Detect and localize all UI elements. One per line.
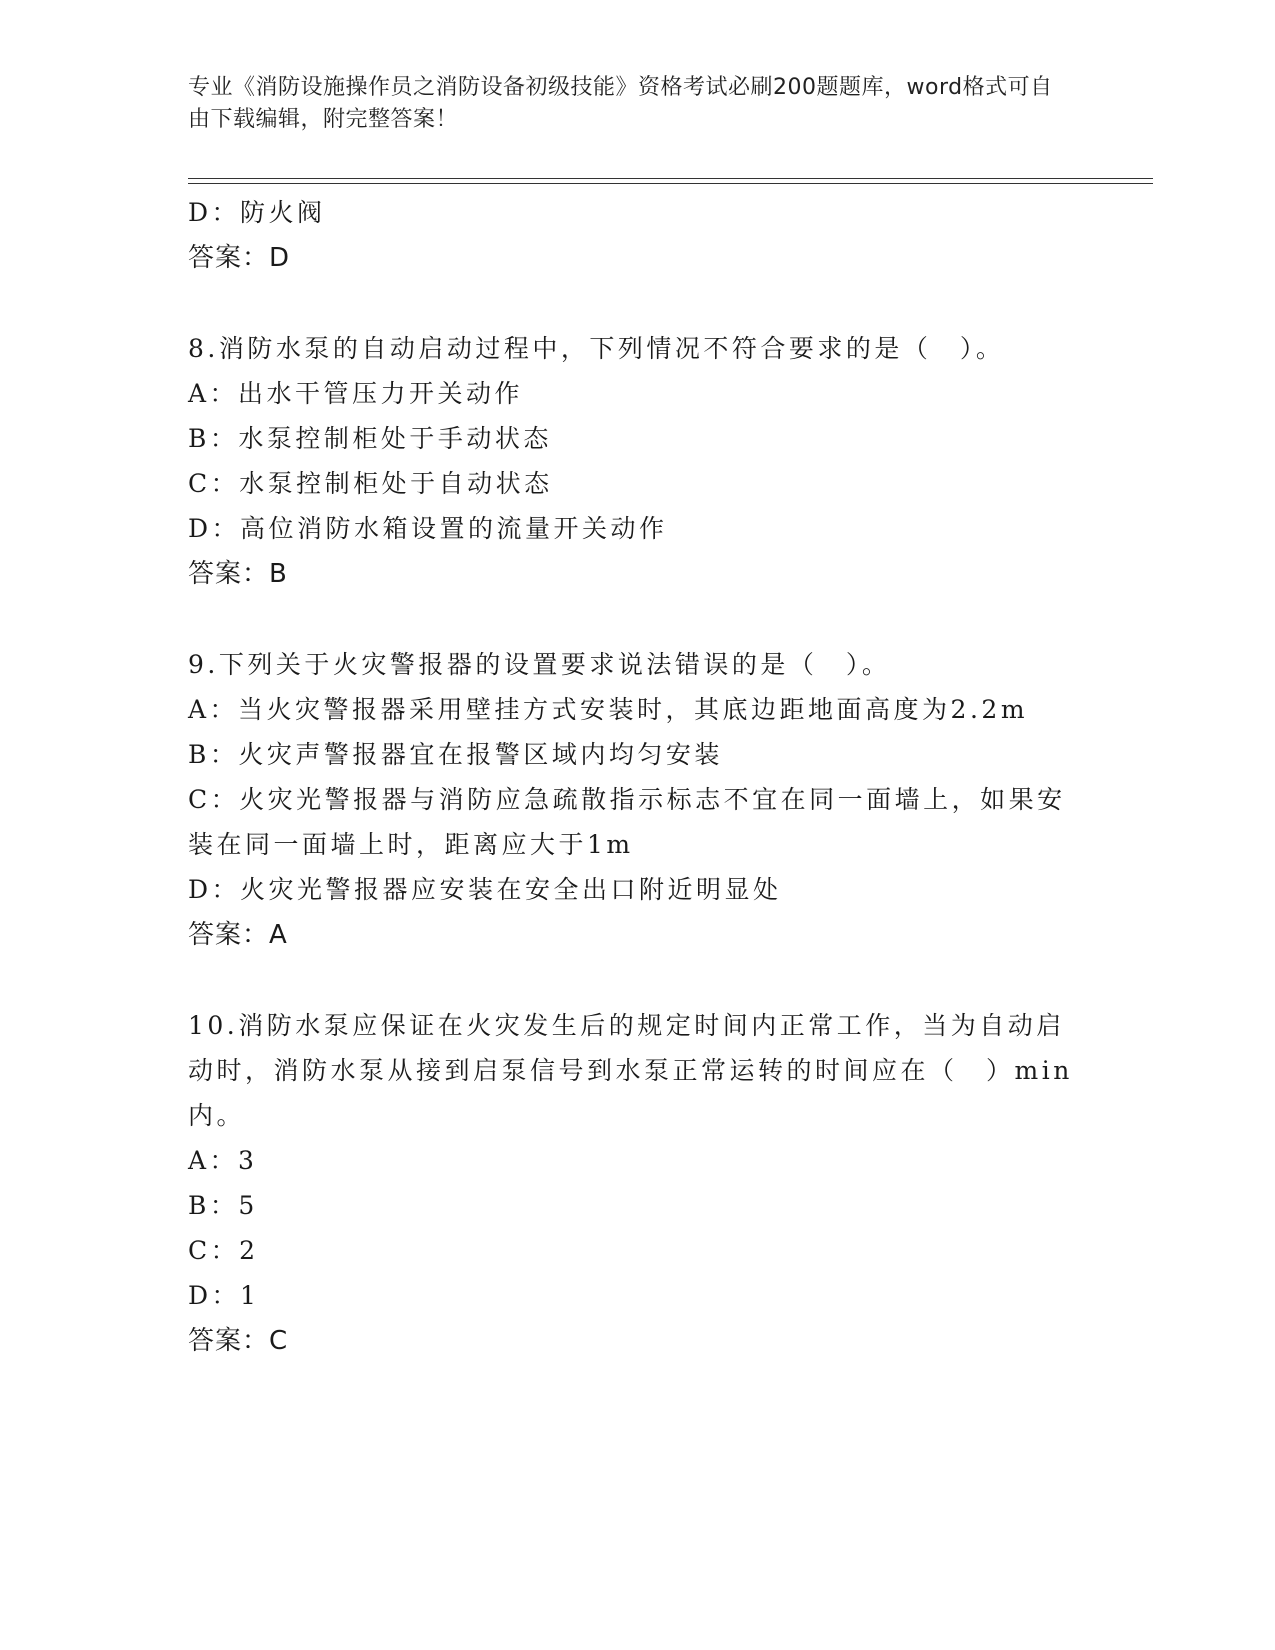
answer: 答案：B	[188, 559, 288, 589]
answer: 答案：C	[188, 1326, 289, 1356]
question-stem: 10.消防水泵应保证在火灾发生后的规定时间内正常工作，当为自动启动时，消防水泵从接到启泵信号到水泵正常运转的时间应在（ ）min内。	[188, 1011, 1073, 1130]
question-stem: 9.下列关于火灾警报器的设置要求说法错误的是（ ）。	[188, 650, 891, 679]
answer: 答案：A	[188, 920, 288, 950]
question-content	[188, 190, 1083, 1364]
option-d: D：高位消防水箱设置的流量开关动作	[188, 514, 668, 543]
option-a: A：当火灾警报器采用壁挂方式安装时，其底边距地面高度为2.2m	[188, 695, 1029, 724]
option-d: D：1	[188, 1281, 260, 1310]
option-d: D：火灾光警报器应安装在安全出口附近明显处	[188, 875, 782, 904]
option-b: B：5	[188, 1191, 258, 1220]
question-9	[188, 642, 1083, 958]
option-d: D：防火阀	[188, 198, 326, 227]
question-stem: 8.消防水泵的自动启动过程中，下列情况不符合要求的是（ ）。	[188, 334, 1005, 363]
option-b: B：火灾声警报器宜在报警区域内均匀安装	[188, 740, 723, 769]
option-c: C：2	[188, 1236, 259, 1265]
answer: 答案：D	[188, 243, 291, 273]
option-c: C：水泵控制柜处于自动状态	[188, 469, 553, 498]
question-10	[188, 1003, 1083, 1364]
option-a: A：3	[188, 1146, 258, 1175]
question-7-tail	[188, 190, 1083, 281]
header-divider-top	[188, 178, 1153, 179]
option-a: A：出水干管压力开关动作	[188, 379, 524, 408]
question-8	[188, 326, 1083, 597]
option-b: B：水泵控制柜处于手动状态	[188, 424, 552, 453]
option-c: C：火灾光警报器与消防应急疏散指示标志不宜在同一面墙上，如果安装在同一面墙上时，距离应大于1m	[188, 785, 1066, 859]
header-divider-bottom	[188, 183, 1153, 184]
document-header: 专业《消防设施操作员之消防设备初级技能》资格考试必刷200题题库，word格式可自由下载编辑，附完整答案！	[188, 75, 1053, 132]
